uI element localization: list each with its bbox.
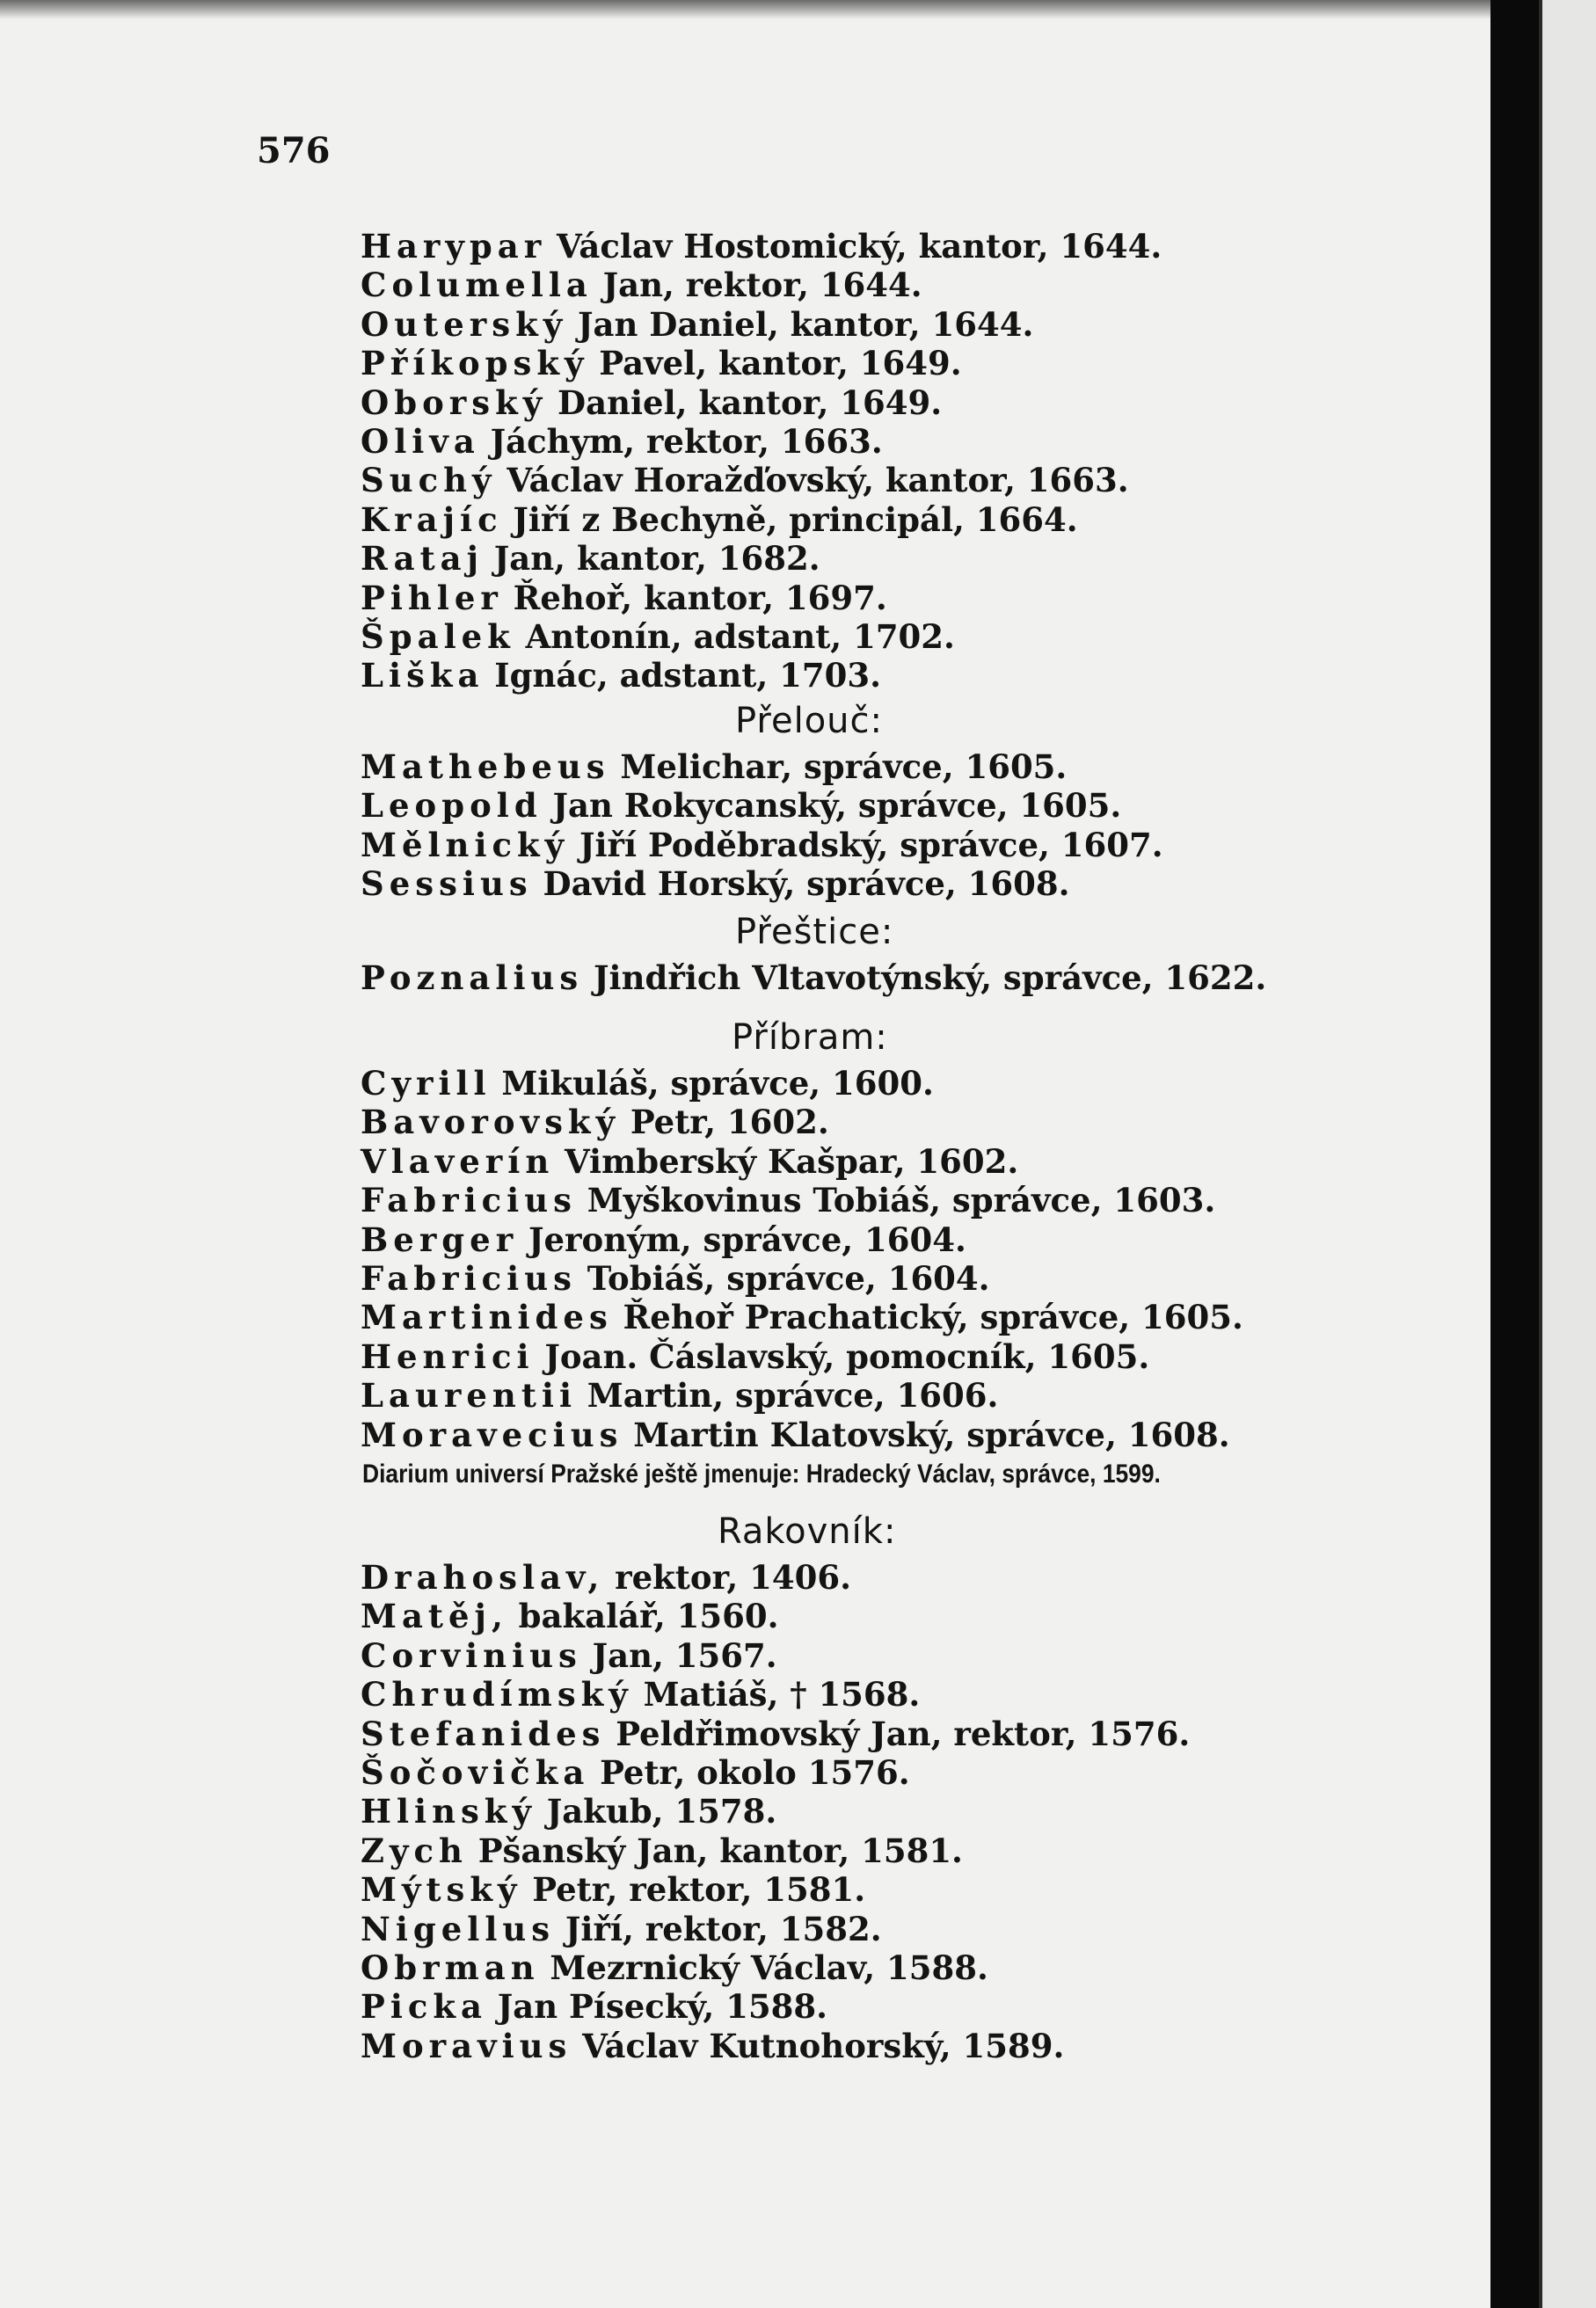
list-entry (361, 1909, 882, 1948)
section-heading: Rakovník: (718, 1511, 897, 1552)
entry-surname: Picka (361, 1987, 488, 2027)
entry-surname: Mýtský (361, 1870, 522, 1910)
entry-details: David Horský, správce, 1608. (543, 864, 1070, 904)
list-entry (361, 1831, 963, 1870)
entry-details: Matiáš, † 1568. (643, 1675, 921, 1715)
entry-surname: Hlinský (361, 1792, 536, 1831)
list-entry (361, 2026, 1065, 2065)
entry-surname: Pihler (361, 578, 503, 617)
entry-surname: Krajíc (361, 499, 503, 539)
list-entry (361, 1675, 921, 1715)
entry-details: Řehoř, kantor, 1697. (513, 578, 887, 617)
list-entry (361, 1714, 1191, 1753)
list-entry (361, 1597, 779, 1636)
entry-details: Jan Rokycanský, správce, 1605. (552, 786, 1122, 826)
entry-details: Jeroným, správce, 1604. (528, 1220, 966, 1259)
entry-details: Mezrnický Václav, 1588. (550, 1948, 988, 1987)
entry-details: Joan. Čáslavský, pomocník, 1605. (544, 1336, 1150, 1376)
scan-edge-shadow (0, 0, 1490, 19)
footnote-line: Diarium universí Pražské ještě jmenuje: Hradecký Václav, správce, 1599. (362, 1460, 1161, 1489)
entry-surname: Liška (361, 656, 485, 695)
entry-details: Martin Klatovský, správce, 1608. (633, 1415, 1230, 1454)
entry-surname: Zych (361, 1831, 468, 1870)
entry-details: Jan, rektor, 1644. (602, 266, 922, 305)
entry-surname: Moravecius (361, 1415, 623, 1454)
section-heading: Příbram: (732, 1017, 888, 1058)
entry-details: Václav Hostomický, kantor, 1644. (557, 227, 1162, 266)
list-entry (361, 266, 922, 305)
entry-surname: Laurentii (361, 1376, 578, 1416)
list-entry (361, 617, 955, 656)
list-entry (361, 864, 1070, 904)
entry-surname: Suchý (361, 461, 497, 500)
list-entry (361, 578, 887, 617)
entry-details: Jan, kantor, 1682. (493, 539, 820, 579)
entry-details: Antonín, adstant, 1702. (525, 617, 955, 656)
entry-surname: Matěj, (361, 1597, 508, 1636)
list-entry (361, 1792, 777, 1831)
list-entry (361, 958, 1267, 997)
entry-surname: Oborský (361, 382, 548, 422)
entry-details: Martin, správce, 1606. (587, 1376, 999, 1416)
entry-details: rektor, 1406. (615, 1558, 851, 1597)
entry-details: Václav Kutnohorský, 1589. (582, 2026, 1065, 2065)
entry-details: Petr, okolo 1576. (600, 1753, 910, 1792)
section-heading: Přeštice: (735, 912, 894, 952)
list-entry (361, 304, 1034, 344)
entry-details: Jiří Poděbradský, správce, 1607. (579, 825, 1163, 864)
entry-details: Melichar, správce, 1605. (620, 747, 1068, 786)
entry-details: Petr, rektor, 1581. (532, 1870, 866, 1910)
list-entry (361, 1181, 1216, 1220)
entry-surname: Vlaverín (361, 1141, 555, 1181)
entry-surname: Cyrill (361, 1064, 492, 1103)
entry-details: Řehoř Prachatický, správce, 1605. (623, 1298, 1243, 1337)
list-entry (361, 1635, 777, 1675)
entry-surname: Columella (361, 266, 593, 305)
entry-surname: Stefanides (361, 1714, 606, 1753)
entry-surname: Corvinius (361, 1635, 582, 1675)
entry-surname: Oliva (361, 422, 480, 461)
page-number: 576 (257, 130, 331, 171)
entry-surname: Berger (361, 1220, 519, 1259)
entry-surname: Obrman (361, 1948, 540, 1987)
entry-surname: Bavorovský (361, 1103, 621, 1142)
entry-surname: Drahoslav, (361, 1558, 605, 1597)
entry-surname: Harypar (361, 227, 547, 266)
list-entry (361, 1220, 966, 1259)
entry-surname: Fabricius (361, 1259, 577, 1298)
list-entry (361, 461, 1129, 500)
list-entry (361, 1558, 851, 1597)
list-entry (361, 1141, 1019, 1181)
entry-surname: Sessius (361, 864, 533, 904)
entry-details: Pšanský Jan, kantor, 1581. (477, 1831, 963, 1870)
list-entry (361, 825, 1163, 864)
list-entry (361, 1298, 1243, 1337)
entry-details: Petr, 1602. (630, 1103, 829, 1142)
entry-surname: Poznalius (361, 958, 584, 997)
list-entry (361, 786, 1122, 826)
entry-details: Jiří z Bechyně, principál, 1664. (513, 499, 1078, 539)
entry-surname: Příkopský (361, 344, 589, 383)
entry-surname: Outerský (361, 304, 568, 344)
entry-surname: Mathebeus (361, 747, 610, 786)
list-entry (361, 1336, 1150, 1376)
list-entry (361, 382, 943, 422)
entry-details: bakalář, 1560. (518, 1597, 779, 1636)
binding-gutter (1490, 0, 1539, 2308)
list-entry (361, 1064, 934, 1103)
entry-details: Jindřich Vltavotýnský, správce, 1622. (594, 958, 1267, 997)
entry-surname: Rataj (361, 539, 485, 579)
list-entry (361, 1259, 990, 1298)
entry-surname: Chrudímský (361, 1675, 633, 1715)
entry-details: Jan, 1567. (592, 1635, 777, 1675)
entry-details: Václav Horažďovský, kantor, 1663. (506, 461, 1129, 500)
entry-details: Mikuláš, správce, 1600. (501, 1064, 934, 1103)
list-entry (361, 227, 1162, 266)
list-entry (361, 1948, 988, 1987)
entry-surname: Nigellus (361, 1909, 556, 1948)
list-entry (361, 1870, 866, 1910)
list-entry (361, 499, 1078, 539)
list-entry (361, 1753, 910, 1792)
entry-surname: Moravius (361, 2026, 572, 2065)
entry-surname: Fabricius (361, 1181, 577, 1220)
list-entry (361, 344, 962, 383)
list-entry (361, 747, 1068, 786)
entry-details: Jáchym, rektor, 1663. (490, 422, 883, 461)
entry-surname: Šočovička (361, 1753, 590, 1792)
entry-details: Peldřimovský Jan, rektor, 1576. (616, 1714, 1191, 1753)
entry-details: Vimberský Kašpar, 1602. (565, 1141, 1019, 1181)
list-entry (361, 422, 883, 461)
section-heading: Přelouč: (735, 701, 883, 741)
list-entry (361, 1987, 828, 2027)
entry-details: Jan Písecký, 1588. (497, 1987, 828, 2027)
list-entry (361, 539, 820, 579)
list-entry (361, 1415, 1230, 1454)
entry-details: Jiří, rektor, 1582. (565, 1909, 882, 1948)
entry-details: Jakub, 1578. (546, 1792, 777, 1831)
entry-surname: Špalek (361, 617, 515, 656)
entry-details: Tobiáš, správce, 1604. (587, 1259, 990, 1298)
entry-surname: Leopold (361, 786, 543, 826)
list-entry (361, 1376, 999, 1416)
entry-details: Jan Daniel, kantor, 1644. (578, 304, 1034, 344)
entry-details: Ignác, adstant, 1703. (494, 656, 881, 695)
entry-surname: Martinides (361, 1298, 613, 1337)
facing-page-edge (1539, 0, 1596, 2308)
entry-surname: Henrici (361, 1336, 535, 1376)
entry-details: Myškovinus Tobiáš, správce, 1603. (587, 1181, 1216, 1220)
entry-details: Pavel, kantor, 1649. (599, 344, 962, 383)
list-entry (361, 656, 881, 695)
entry-details: Daniel, kantor, 1649. (558, 382, 943, 422)
entry-surname: Mělnický (361, 825, 570, 864)
list-entry (361, 1103, 829, 1142)
